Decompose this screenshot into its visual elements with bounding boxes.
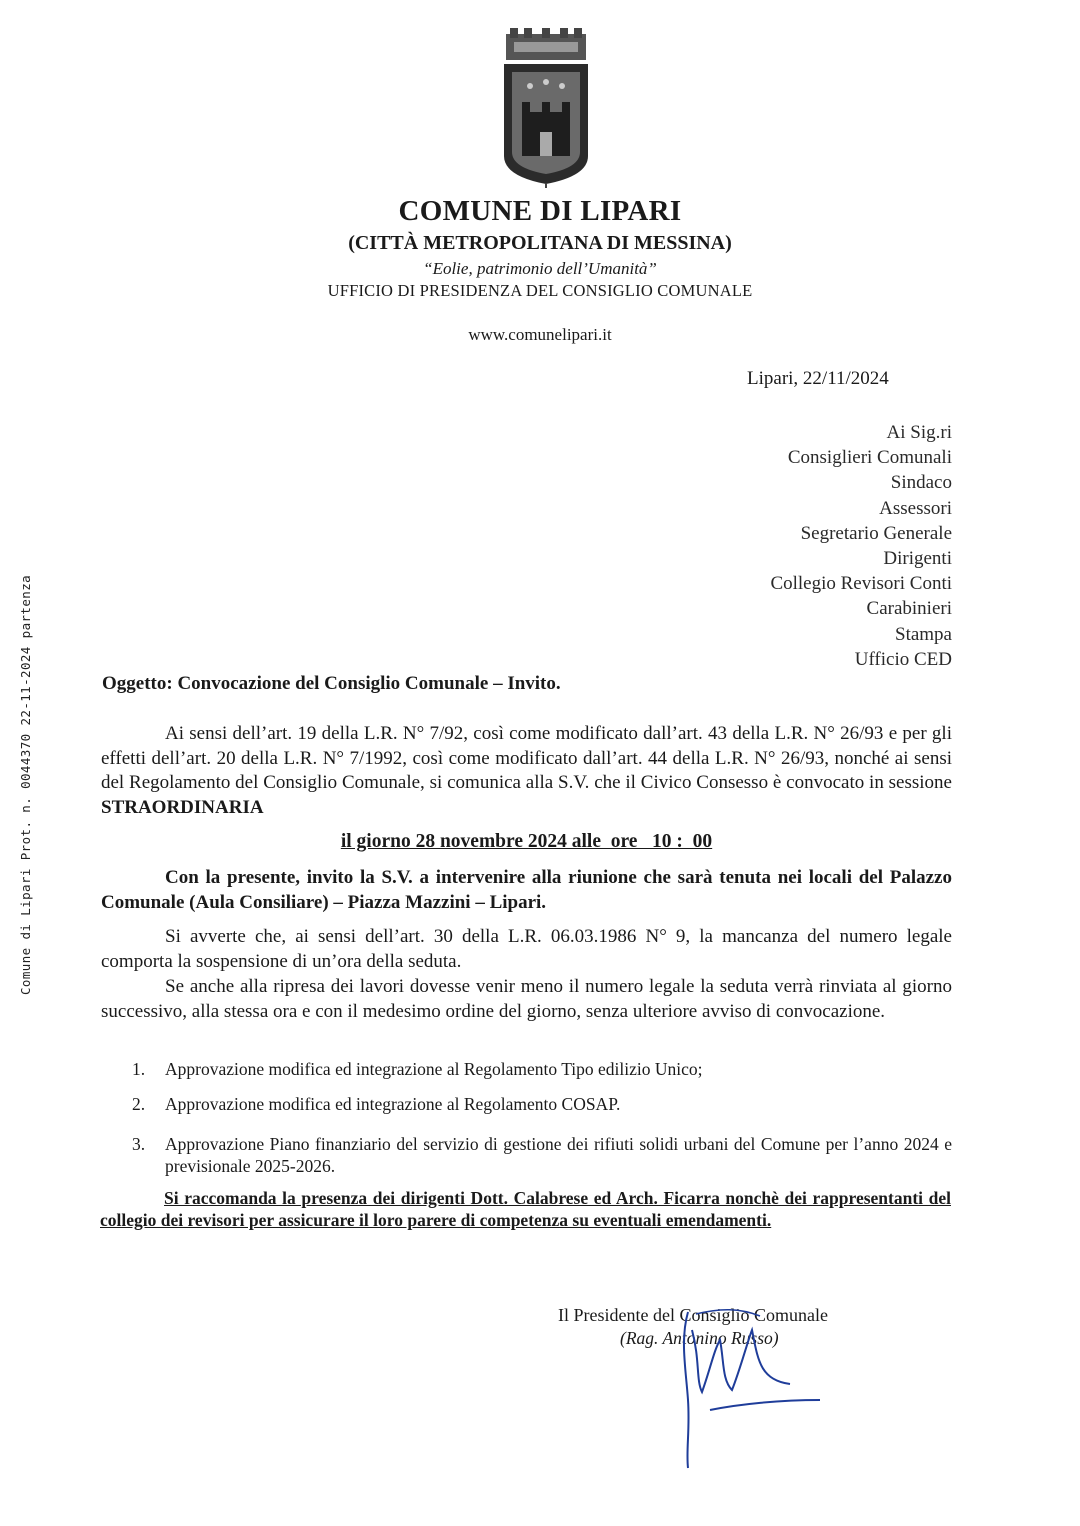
recipient-line: Ai Sig.ri <box>886 422 952 443</box>
coat-of-arms-logo <box>500 28 592 188</box>
website: www.comunelipari.it <box>468 325 612 344</box>
session-type: STRAORDINARIA <box>101 796 264 818</box>
body-paragraph-1 <box>101 722 952 820</box>
recipient-line: Ufficio CED <box>854 648 952 670</box>
citta-subtitle: (CITTÀ METROPOLITANA DI MESSINA) <box>348 232 732 254</box>
meeting-date-line: il giorno 28 novembre 2024 alle ore 10 : 00 <box>340 831 713 852</box>
subject-line: Oggetto: Convocazione del Consiglio Comunale – Invito. <box>102 673 561 694</box>
signature-name: (Rag. Antonino Russo) <box>620 1328 779 1348</box>
recipient-line: Assessori <box>879 497 952 519</box>
handwritten-signature <box>640 1300 840 1470</box>
recipient-line: Consiglieri Comunali <box>787 447 952 469</box>
recommendation-note: Si raccomanda la presenza dei dirigenti Dott. Calabrese ed Arch. Ficarra nonchè dei rappresentanti del collegio dei revisori per assicurare il loro parere di competenza su eventuali emendamenti. <box>100 1188 951 1230</box>
recipient-line: Collegio Revisori Conti <box>770 573 952 595</box>
body-paragraph-2: Con la presente, invito la S.V. a intervenire alla riunione che sarà tenuta nei locali del Palazzo Comunale (Aula Consiliare) – Piazza Mazzini – Lipari. <box>101 867 952 913</box>
body-paragraph-3: Si avverte che, ai sensi dell’art. 30 della L.R. 06.03.1986 N° 9, la mancanza del numero legale comporta la sospensione di un’ora della seduta. <box>101 926 952 972</box>
agenda-text: Approvazione Piano finanziario del servizio di gestione dei rifiuti solidi urbani del Comune per l’anno 2024 e previsionale 2025-2026. <box>165 1134 952 1176</box>
recipient-line: Segretario Generale <box>800 522 952 544</box>
recipient-line: Sindaco <box>890 472 952 494</box>
recipients-block <box>770 420 952 672</box>
comune-title: COMUNE DI LIPARI <box>398 195 682 227</box>
protocol-stamp: Comune di Lipari Prot. n. 0044370 22-11-2024 partenza <box>18 574 33 995</box>
paragraph-text: Ai sensi dell’art. 19 della L.R. N° 7/92, così come modificato dall’art. 43 della L.R. N° 26/93 e per gli effetti dell’art. 20 della L.R. N° 7/1992, così come modificato dall’art. 44 della L.R. N° 26/93, nonché ai sensi del Regolamento del Consiglio Comunale, si comunica alla S.V. che il Civico Consesso è convocato in sessione <box>101 723 952 793</box>
agenda-number: 3. <box>132 1134 146 1154</box>
agenda-number: 2. <box>132 1094 146 1114</box>
office-name: UFFICIO DI PRESIDENZA DEL CONSIGLIO COMUNALE <box>327 281 753 300</box>
signature-title: Il Presidente del Consiglio Comunale <box>558 1305 828 1325</box>
motto: “Eolie, patrimonio dell’Umanità” <box>423 259 657 278</box>
recipient-line: Stampa <box>895 623 952 645</box>
agenda-number: 1. <box>132 1059 146 1079</box>
agenda-text: Approvazione modifica ed integrazione al Regolamento Tipo edilizio Unico; <box>165 1059 703 1079</box>
recipient-line: Carabinieri <box>866 598 952 620</box>
place-date: Lipari, 22/11/2024 <box>747 368 889 389</box>
body-paragraph-4: Se anche alla ripresa dei lavori dovesse venir meno il numero legale la seduta verrà rinviata al giorno successivo, alla stessa ora e con il medesimo ordine del giorno, senza ulteriore avviso di convocazione. <box>101 976 952 1022</box>
agenda-text: Approvazione modifica ed integrazione al Regolamento COSAP. <box>165 1094 621 1114</box>
recipient-line: Dirigenti <box>883 548 952 570</box>
